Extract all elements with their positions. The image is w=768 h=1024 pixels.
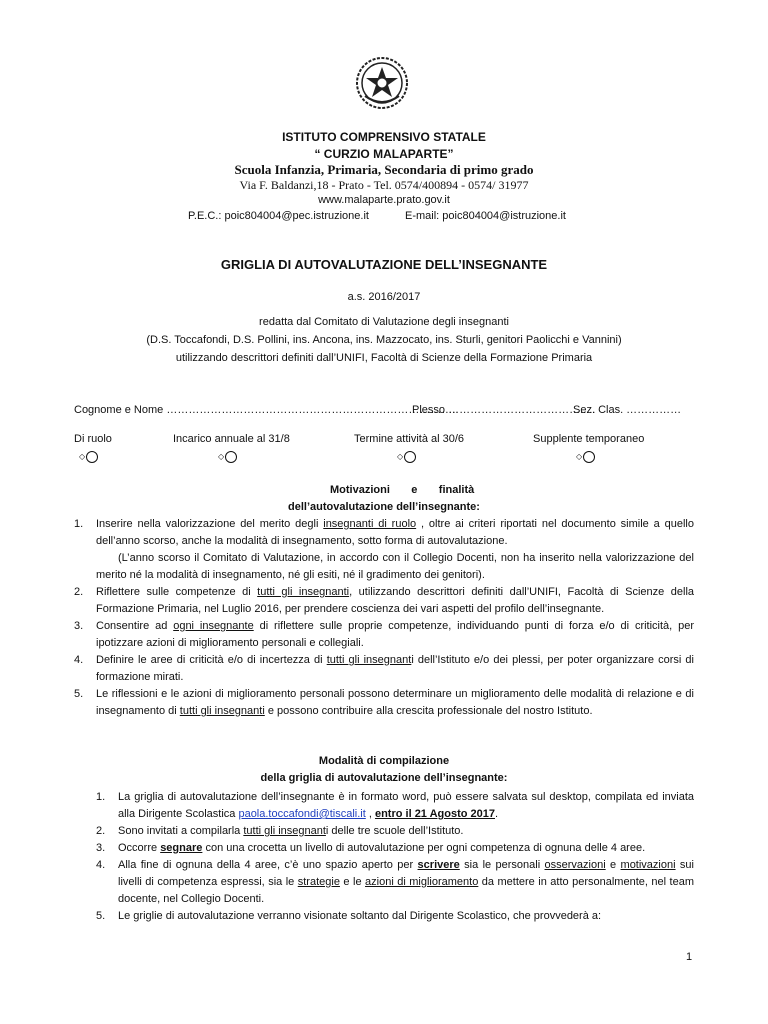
plesso-field[interactable]: Plesso ………………………………..... [412, 404, 596, 416]
compilation-subheading: della griglia di autovalutazione dell’insegnante: [260, 772, 508, 784]
name-field[interactable]: Cognome e Nome …………………………………………………………………….. [74, 404, 459, 416]
list-item: 4. Alla fine di ognuna della 4 aree, c’è uno spazio aperto per scrivere sia le personali osservazioni e motivazioni sui livelli di competenza espressi, sia le strategie e le azioni di miglioramento da mettere in atto personalmente, nel team docente, nel Collegio Docenti. [96, 859, 694, 905]
list-item: 4. Definire le aree di criticità e/o di incertezza di tutti gli insegnanti dell’Istituto e/o dei plessi, per poter organizzare corsi di formazione mirati. [74, 654, 694, 683]
option-label-incarico: Incarico annuale al 31/8 [173, 433, 290, 445]
email-address: E-mail: poic804004@istruzione.it [405, 210, 566, 222]
list-item: 5. Le griglie di autovalutazione verranno visionate soltanto dal Dirigente Scolastico, che provvederà a: [96, 910, 602, 922]
motivations-list [74, 516, 694, 720]
credits-line-2: (D.S. Toccafondi, D.S. Pollini, ins. Ancona, ins. Mazzocato, ins. Sturli, genitori Paolicchi e Vannini) [146, 334, 622, 346]
republic-emblem-icon [355, 56, 409, 110]
radio-pointer-icon: ◇ [218, 452, 225, 461]
motivations-subheading: dell’autovalutazione dell’insegnante: [288, 501, 480, 513]
radio-supplente[interactable] [583, 451, 595, 463]
compilation-heading: Modalità di compilazione [318, 755, 450, 767]
radio-pointer-icon: ◇ [79, 452, 86, 461]
list-item: 2. Riflettere sulle competenze di tutti gli insegnanti, utilizzando descrittori definiti dall’UNIFI, Facoltà di Scienze della Formazione Primaria, nel Luglio 2016, per prendere coscienza dei vari aspetti del profilo dell’insegnante. [74, 586, 695, 615]
list-item: 2. Sono invitati a compilarla tutti gli insegnanti delle tre scuole dell’Istituto. [96, 825, 464, 837]
dirigente-email-link[interactable]: paola.toccafondi@tiscali.it [238, 808, 366, 820]
list-item: 3. Consentire ad ogni insegnante di riflettere sulle proprie competenze, individuando punti di forza e/o di criticità, per ipotizzare azioni di miglioramento personali e collegiali. [74, 620, 695, 649]
credits-line-1: redatta dal Comitato di Valutazione degli insegnanti [259, 316, 509, 328]
list-item: 3. Occorre segnare con una crocetta un livello di autovalutazione per ogni competenza di ognuna delle 4 aree. [96, 842, 646, 854]
school-address: Via F. Baldanzi,18 - Prato - Tel. 0574/400894 - 0574/ 31977 [239, 178, 529, 192]
list-item: 5. Le riflessioni e le azioni di miglioramento personali possono determinare un miglioramento delle modalità di relazione e di insegnamento di tutti gli insegnanti e possono contribuire alla crescita professionale del nostro Istituto. [74, 688, 694, 717]
section-field[interactable]: Sez. Clas. …………… [573, 404, 682, 416]
school-year: a.s. 2016/2017 [347, 291, 421, 303]
credits-line-3: utilizzando descrittori definiti dall’UNIFI, Facoltà di Scienze della Formazione Primaria [175, 352, 593, 364]
list-item: 1. La griglia di autovalutazione dell’insegnante è in formato word, può essere salvata sul desktop, compilata ed inviata alla Dirigente Scolastica paola.toccafondi@tiscali.it , entro il 21 Agosto 2017. [96, 791, 694, 820]
school-levels: Scuola Infanzia, Primaria, Secondaria di primo grado [234, 162, 534, 177]
list-item: (L’anno scorso il Comitato di Valutazione, in accordo con il Collegio Docenti, non ha inserito nella valorizzazione del merito né la modalità di insegnamento, né gli esiti, né il gradimento dei genitori). [96, 552, 694, 581]
option-label-supplente: Supplente temporaneo [533, 433, 645, 445]
radio-di-ruolo[interactable] [86, 451, 98, 463]
motivations-heading: Motivazioni e finalità [330, 484, 475, 496]
radio-incarico[interactable] [225, 451, 237, 463]
radio-pointer-icon: ◇ [576, 452, 583, 461]
compilation-list [96, 789, 694, 925]
list-item: 1. Inserire nella valorizzazione del merito degli insegnanti di ruolo , oltre ai criteri riportati nel documento simile a quello dell’anno scorso, anche la modalità di insegnamento, sotto forma di autovalutazione. [74, 518, 694, 547]
school-name: “ CURZIO MALAPARTE” [314, 147, 454, 161]
page-number: 1 [686, 951, 693, 963]
radio-termine[interactable] [404, 451, 416, 463]
option-label-di-ruolo: Di ruolo [74, 433, 112, 445]
school-website: www.malaparte.prato.gov.it [318, 194, 450, 206]
pec-address: P.E.C.: poic804004@pec.istruzione.it [188, 210, 369, 222]
school-type: ISTITUTO COMPRENSIVO STATALE [282, 130, 486, 144]
option-label-termine: Termine attività al 30/6 [354, 433, 465, 445]
document-title: GRIGLIA DI AUTOVALUTAZIONE DELL’INSEGNANTE [220, 257, 548, 272]
radio-pointer-icon: ◇ [397, 452, 404, 461]
